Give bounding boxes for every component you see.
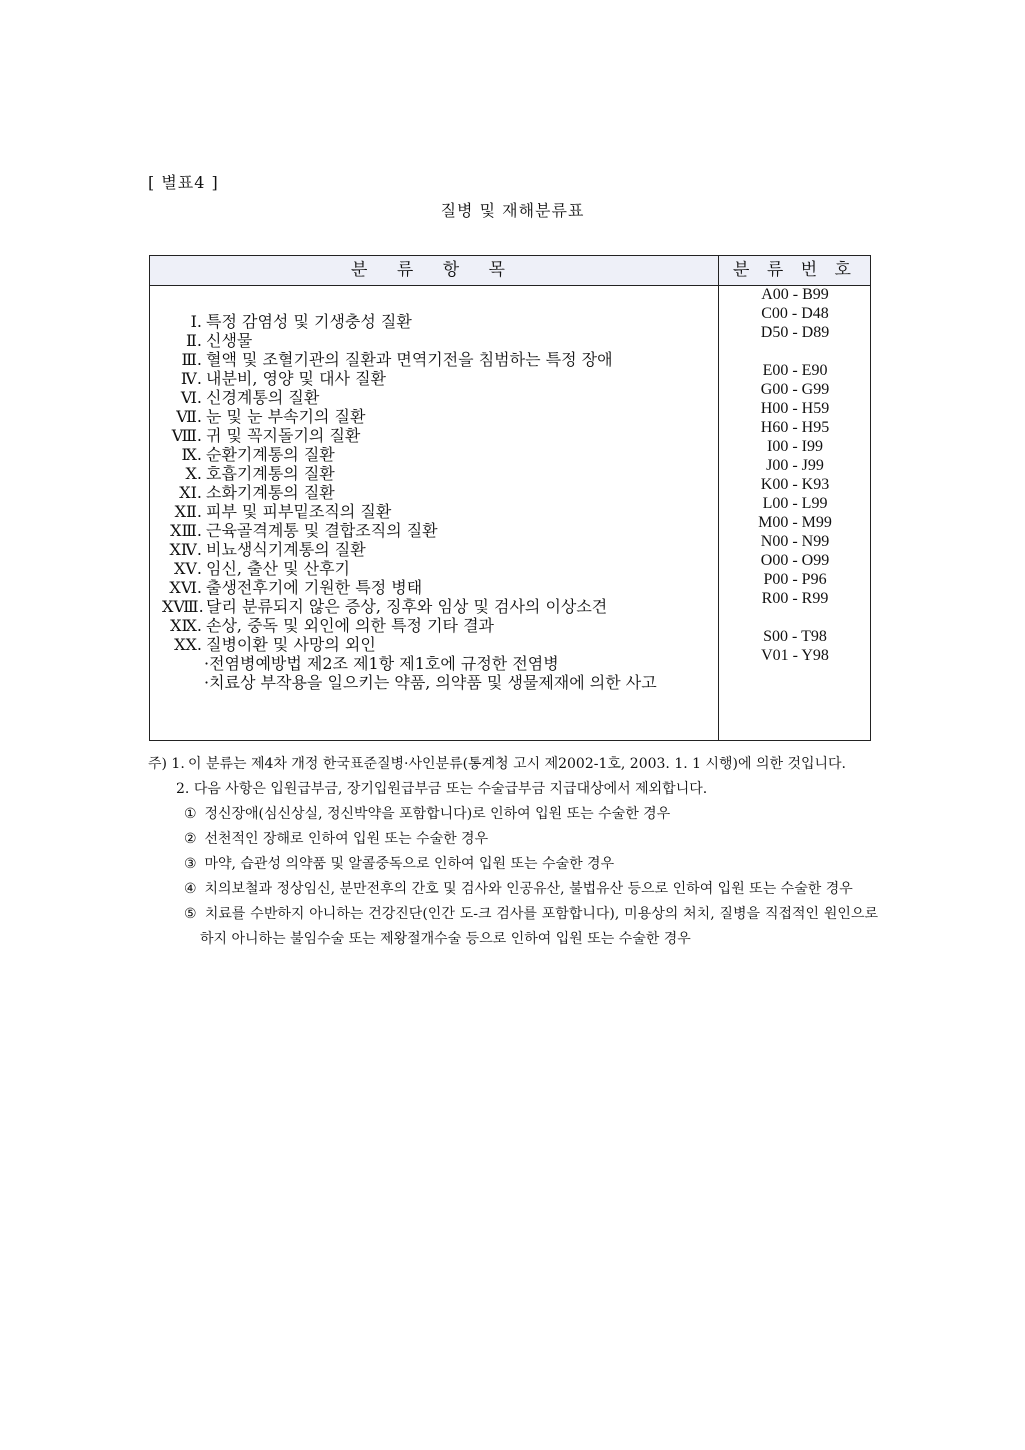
header-code: 분 류 번 호 (733, 260, 857, 280)
row-text: 임신, 출산 및 산후기 (206, 559, 350, 578)
row-text: 신경계통의 질환 (206, 388, 320, 407)
category-list (162, 312, 712, 692)
exclusion-item (148, 827, 878, 852)
row-text: 내분비, 영양 및 대사 질환 (206, 369, 386, 388)
code-cell: O00 - O99 (760, 552, 830, 569)
footnote-2-number: 2. (176, 781, 190, 797)
row-text: 귀 및 꼭지돌기의 질환 (206, 426, 361, 445)
row-text: 비뇨생식기계통의 질환 (206, 540, 366, 559)
row-text: 질병이환 및 사망의 외인 (206, 635, 376, 654)
code-cell: R00 - R99 (761, 590, 829, 607)
row-text: 출생전후기에 기원한 특정 병태 (206, 578, 423, 597)
table-row (162, 331, 712, 350)
table-sub-row: ·치료상 부작용을 일으키는 약품, 의약품 및 생물제재에 의한 사고 (204, 673, 657, 692)
code-cell: L00 - L99 (762, 495, 828, 512)
row-number: Ⅶ. (176, 407, 202, 426)
row-number: ⅩⅣ. (169, 540, 202, 559)
exclusion-item (148, 902, 878, 952)
row-text: 순환기계통의 질환 (206, 445, 335, 464)
table-row (162, 502, 712, 521)
row-number: ⅩⅤ. (173, 559, 202, 578)
table-row (162, 407, 712, 426)
exclusion-item (148, 802, 878, 827)
table-row (162, 350, 712, 369)
row-text: 피부 및 피부밑조직의 질환 (206, 502, 392, 521)
exclusion-text: 선천적인 장해로 인하여 입원 또는 수술한 경우 (204, 831, 489, 847)
table-row (162, 578, 712, 597)
row-text: 특정 감염성 및 기생충성 질환 (206, 312, 412, 331)
table-row (162, 464, 712, 483)
row-number: ⅩⅢ. (170, 521, 202, 540)
row-number: Ⅰ. (190, 312, 202, 331)
row-number: Ⅹ. (185, 464, 202, 483)
exclusion-text: 마약, 습관성 의약품 및 알콜중독으로 인하여 입원 또는 수술한 경우 (204, 856, 615, 872)
table-row (162, 635, 712, 654)
row-number: ⅩⅨ. (170, 616, 202, 635)
code-cell: I00 - I99 (767, 438, 823, 455)
table-row (162, 426, 712, 445)
code-cell: A00 - B99 (761, 286, 829, 303)
row-number: ⅩⅠ. (179, 483, 202, 502)
row-text: 호흡기계통의 질환 (206, 464, 335, 483)
table-row (162, 388, 712, 407)
exclusion-text: 정신장애(심신상실, 정신박약을 포함합니다)로 인하여 입원 또는 수술한 경우 (204, 806, 671, 822)
footnote-1 (148, 752, 878, 777)
row-number: Ⅲ. (181, 350, 202, 369)
row-number: ⅩⅡ. (174, 502, 202, 521)
footnote-2 (148, 777, 878, 802)
code-cell: J00 - J99 (766, 457, 824, 474)
table-row (162, 445, 712, 464)
row-text: 신생물 (206, 331, 253, 350)
exclusion-mark: ⑤ (184, 906, 197, 922)
exclusion-text: 치의보철과 정상임신, 분만전후의 간호 및 검사와 인공유산, 불법유산 등으로 인하여 입원 또는 수술한 경우 (204, 881, 853, 897)
table-header (150, 256, 870, 286)
footnotes (148, 752, 878, 952)
code-cell: K00 - K93 (760, 476, 830, 493)
row-text: 눈 및 눈 부속기의 질환 (206, 407, 366, 426)
row-number: Ⅳ. (180, 369, 202, 388)
table-row (162, 616, 712, 635)
footnote-2-text: 다음 사항은 입원급부금, 장기입원급부금 또는 수술급부금 지급대상에서 제외합니다. (193, 781, 708, 797)
code-cell: H60 - H95 (760, 419, 830, 436)
table-row (162, 521, 712, 540)
table-row (162, 312, 712, 331)
row-text: 혈액 및 조혈기관의 질환과 면역기전을 침범하는 특정 장애 (206, 350, 613, 369)
code-cell (719, 608, 871, 627)
classification-table (149, 255, 871, 741)
row-number: ⅩⅧ. (162, 597, 204, 616)
code-list (719, 285, 871, 665)
row-number: Ⅸ. (181, 445, 202, 464)
table-sub-row: ·전염병예방법 제2조 제1항 제1호에 규정한 전염병 (204, 654, 559, 673)
row-number: ⅩⅩ. (174, 635, 202, 654)
table-row (162, 559, 712, 578)
exclusion-mark: ① (184, 806, 197, 822)
footnote-1-number: 주) 1. (148, 756, 185, 772)
row-text: 달리 분류되지 않은 증상, 징후와 임상 및 검사의 이상소견 (206, 597, 608, 616)
exclusion-mark: ④ (184, 881, 197, 897)
exclusion-text: 치료를 수반하지 아니하는 건강진단(인간 도-크 검사를 포함합니다), 미용상의 처치, 질병을 직접적인 원인으로 하지 아니하는 불임수술 또는 제왕절개수술 등으로 인하여 입원 또는 수술한 경우 (200, 906, 879, 947)
row-number: Ⅱ. (186, 331, 202, 350)
document-title: 질병 및 재해분류표 (440, 201, 585, 220)
exclusion-item (148, 852, 878, 877)
row-number: Ⅷ. (171, 426, 202, 445)
table-row (162, 597, 712, 616)
table-row (162, 540, 712, 559)
row-text: 손상, 중독 및 외인에 의한 특정 기타 결과 (206, 616, 494, 635)
appendix-label: [ 별표4 ] (148, 173, 219, 192)
code-cell: D50 - D89 (760, 324, 830, 341)
exclusion-mark: ③ (184, 856, 197, 872)
code-cell: S00 - T98 (763, 628, 827, 645)
code-cell (719, 342, 871, 361)
code-cell: C00 - D48 (761, 305, 829, 322)
code-cell: E00 - E90 (762, 362, 828, 379)
code-cell: H00 - H59 (760, 400, 830, 417)
code-cell: V01 - Y98 (761, 647, 829, 664)
footnote-1-text: 이 분류는 제4차 개정 한국표준질병·사인분류(통계청 고시 제2002-1호, 2003. 1. 1 시행)에 의한 것입니다. (188, 756, 847, 772)
exclusion-mark: ② (184, 831, 197, 847)
table-row (162, 369, 712, 388)
row-number: Ⅵ. (180, 388, 202, 407)
row-text: 소화기계통의 질환 (206, 483, 335, 502)
row-text: 근육골격계통 및 결합조직의 질환 (206, 521, 438, 540)
code-cell: P00 - P96 (763, 571, 827, 588)
table-row (162, 483, 712, 502)
row-number: ⅩⅥ. (169, 578, 202, 597)
code-cell: M00 - M99 (758, 514, 832, 531)
code-cell: G00 - G99 (760, 381, 830, 398)
exclusion-item (148, 877, 878, 902)
code-cell: N00 - N99 (760, 533, 830, 550)
header-category: 분 류 항 목 (351, 260, 517, 280)
